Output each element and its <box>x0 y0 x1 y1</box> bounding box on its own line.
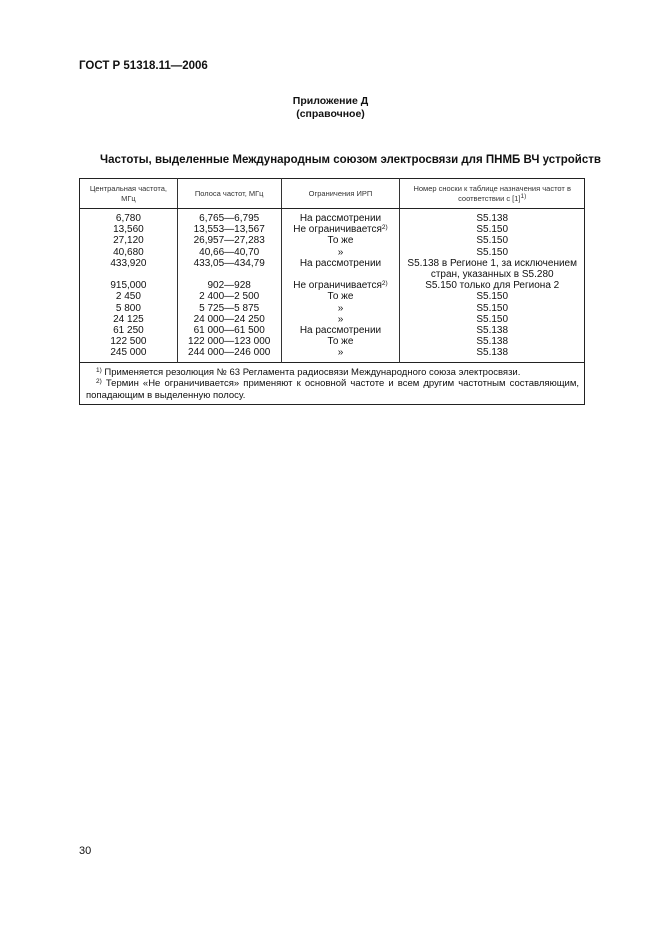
cell-frequency-band <box>177 325 281 336</box>
cell-center-frequency <box>80 247 178 258</box>
cell-frequency-band-text: 26,957—27,283 <box>193 235 265 247</box>
cell-frequency-band-text: 13,553—13,567 <box>193 224 265 236</box>
cell-footnote-number-text: S5.150 <box>476 235 509 247</box>
cell-emission-limits-text: На рассмотрении <box>299 257 382 269</box>
cell-footnote-number <box>400 291 585 302</box>
cell-emission-limits <box>281 303 400 314</box>
cell-center-frequency-text: 122 500 <box>110 336 147 348</box>
cell-center-frequency <box>80 258 178 280</box>
cell-footnote-number-text: S5.138 <box>476 336 509 348</box>
table-row <box>80 280 585 291</box>
cell-footnote-number <box>400 224 585 235</box>
table-note <box>86 367 579 379</box>
cell-center-frequency-text: 2 450 <box>115 291 141 303</box>
table-row <box>80 303 585 314</box>
cell-center-frequency-text: 245 000 <box>110 347 147 359</box>
cell-footnote-number-text: S5.150 <box>476 291 509 303</box>
table-row <box>80 209 585 225</box>
cell-emission-limits-text: То же <box>327 235 354 247</box>
cell-center-frequency <box>80 224 178 235</box>
cell-emission-limits-text: На рассмотрении <box>299 213 382 224</box>
cell-emission-limits-text: То же <box>327 336 354 348</box>
cell-footnote-number <box>400 209 585 225</box>
cell-frequency-band-text: 2 400—2 500 <box>199 291 260 303</box>
cell-emission-limits-text: » <box>337 302 344 314</box>
cell-center-frequency-text: 27,120 <box>113 235 144 247</box>
cell-emission-limits <box>281 258 400 280</box>
cell-emission-limits <box>281 336 400 347</box>
note-marker: 2) <box>96 378 102 386</box>
table-title: Частоты, выделенные Международным союзом электросвязи для ПНМБ ВЧ устройств <box>100 154 601 166</box>
table-notes <box>80 362 585 405</box>
cell-center-frequency <box>80 280 178 291</box>
table-row <box>80 291 585 302</box>
page-number: 30 <box>79 845 92 857</box>
document-standard-number: ГОСТ Р 51318.11—2006 <box>79 60 208 72</box>
cell-center-frequency <box>80 291 178 302</box>
cell-emission-limits <box>281 314 400 325</box>
table-row <box>80 325 585 336</box>
cell-center-frequency-text: 40,680 <box>113 246 144 258</box>
cell-center-frequency <box>80 325 178 336</box>
cell-frequency-band <box>177 224 281 235</box>
cell-emission-limits-text: » <box>337 347 344 359</box>
cell-footnote-number <box>400 235 585 246</box>
cell-frequency-band-text: 61 000—61 500 <box>193 325 265 337</box>
cell-center-frequency-text: 5 800 <box>115 302 141 314</box>
cell-center-frequency-text: 13,560 <box>113 224 144 236</box>
cell-footnote-number <box>400 347 585 362</box>
frequency-allocation-table <box>79 178 585 405</box>
cell-center-frequency-text: 433,920 <box>110 257 147 269</box>
cell-frequency-band <box>177 336 281 347</box>
cell-frequency-band <box>177 291 281 302</box>
cell-frequency-band-text: 6,765—6,795 <box>199 213 260 224</box>
cell-center-frequency <box>80 314 178 325</box>
cell-footnote-number-text: S5.138 в Регионе 1, за исключением стран, указанных в S5.280 <box>407 257 577 281</box>
cell-emission-limits-text: На рассмотрении <box>299 325 382 337</box>
cell-emission-limits-text: Не ограничивается <box>293 224 382 236</box>
cell-emission-limits <box>281 280 400 291</box>
cell-emission-limits-text: То же <box>327 291 354 303</box>
cell-center-frequency-text: 24 125 <box>113 313 144 325</box>
cell-frequency-band <box>177 258 281 280</box>
cell-center-frequency-text: 915,000 <box>110 280 147 292</box>
cell-center-frequency <box>80 347 178 362</box>
cell-footnote-number-text: S5.150 <box>476 224 509 236</box>
column-header-footnote-text: Номер сноски к таблице назначения частот в соответствии с [1] <box>413 183 571 203</box>
cell-frequency-band <box>177 347 281 362</box>
cell-frequency-band <box>177 235 281 246</box>
column-header-frequency-band: Полоса частот, МГц <box>177 179 281 209</box>
cell-frequency-band <box>177 247 281 258</box>
table-row <box>80 235 585 246</box>
cell-frequency-band-text: 122 000—123 000 <box>188 336 271 348</box>
cell-emission-limits <box>281 235 400 246</box>
column-header-emission-limits: Ограничения ИРП <box>281 179 400 209</box>
cell-frequency-band-text: 40,66—40,70 <box>199 246 260 258</box>
table-header-row <box>80 179 585 209</box>
table-body <box>80 209 585 405</box>
limits-note-marker: 2) <box>381 224 388 232</box>
cell-footnote-number-text: S5.138 <box>476 347 509 359</box>
cell-footnote-number <box>400 325 585 336</box>
cell-footnote-number <box>400 314 585 325</box>
cell-emission-limits-text: Не ограничивается <box>293 280 382 292</box>
cell-emission-limits <box>281 247 400 258</box>
cell-emission-limits-text: » <box>337 246 344 258</box>
cell-footnote-number-text: S5.150 только для Региона 2 <box>425 280 560 292</box>
appendix-title: Приложение Д <box>292 95 369 107</box>
cell-footnote-number <box>400 336 585 347</box>
note-text: Термин «Не ограничивается» применяют к основной частоте и всем другим частотным составляющим, попадающим в выделенную полосу. <box>86 378 579 401</box>
cell-frequency-band-text: 433,05—434,79 <box>193 257 265 269</box>
cell-center-frequency <box>80 235 178 246</box>
cell-emission-limits <box>281 347 400 362</box>
cell-emission-limits-text: » <box>337 313 344 325</box>
table-row <box>80 347 585 362</box>
table-row <box>80 247 585 258</box>
limits-note-marker: 2) <box>381 280 388 288</box>
cell-frequency-band <box>177 314 281 325</box>
cell-frequency-band <box>177 209 281 225</box>
cell-center-frequency <box>80 336 178 347</box>
note-text: Применяется резолюция № 63 Регламента радиосвязи Международного союза электросвязи. <box>104 366 521 378</box>
cell-frequency-band <box>177 280 281 291</box>
cell-footnote-number <box>400 303 585 314</box>
note-marker: 1) <box>96 366 102 374</box>
cell-footnote-number-text: S5.150 <box>476 246 509 258</box>
cell-center-frequency-text: 61 250 <box>113 325 144 337</box>
cell-footnote-number-text: S5.150 <box>476 313 509 325</box>
appendix-heading <box>0 95 661 120</box>
cell-frequency-band-text: 244 000—246 000 <box>188 347 271 359</box>
cell-frequency-band-text: 5 725—5 875 <box>199 302 260 314</box>
cell-center-frequency-text: 6,780 <box>115 213 141 224</box>
cell-center-frequency <box>80 209 178 225</box>
cell-emission-limits <box>281 325 400 336</box>
cell-footnote-number <box>400 280 585 291</box>
cell-frequency-band-text: 24 000—24 250 <box>193 313 265 325</box>
column-header-footnote-number <box>400 179 585 209</box>
table-note <box>86 378 579 401</box>
cell-footnote-number <box>400 247 585 258</box>
cell-emission-limits <box>281 209 400 225</box>
table-row <box>80 336 585 347</box>
cell-frequency-band-text: 902—928 <box>207 280 251 292</box>
cell-emission-limits <box>281 291 400 302</box>
cell-footnote-number <box>400 258 585 280</box>
cell-emission-limits <box>281 224 400 235</box>
cell-footnote-number-text: S5.138 <box>476 213 509 224</box>
column-header-center-frequency: Центральная частота, МГц <box>80 179 178 209</box>
table-row <box>80 258 585 280</box>
cell-footnote-number-text: S5.138 <box>476 325 509 337</box>
cell-footnote-number-text: S5.150 <box>476 302 509 314</box>
header-note-marker: 1) <box>520 192 527 200</box>
cell-center-frequency <box>80 303 178 314</box>
cell-frequency-band <box>177 303 281 314</box>
appendix-subtitle: (справочное) <box>296 107 365 120</box>
table-row <box>80 224 585 235</box>
table-row <box>80 314 585 325</box>
